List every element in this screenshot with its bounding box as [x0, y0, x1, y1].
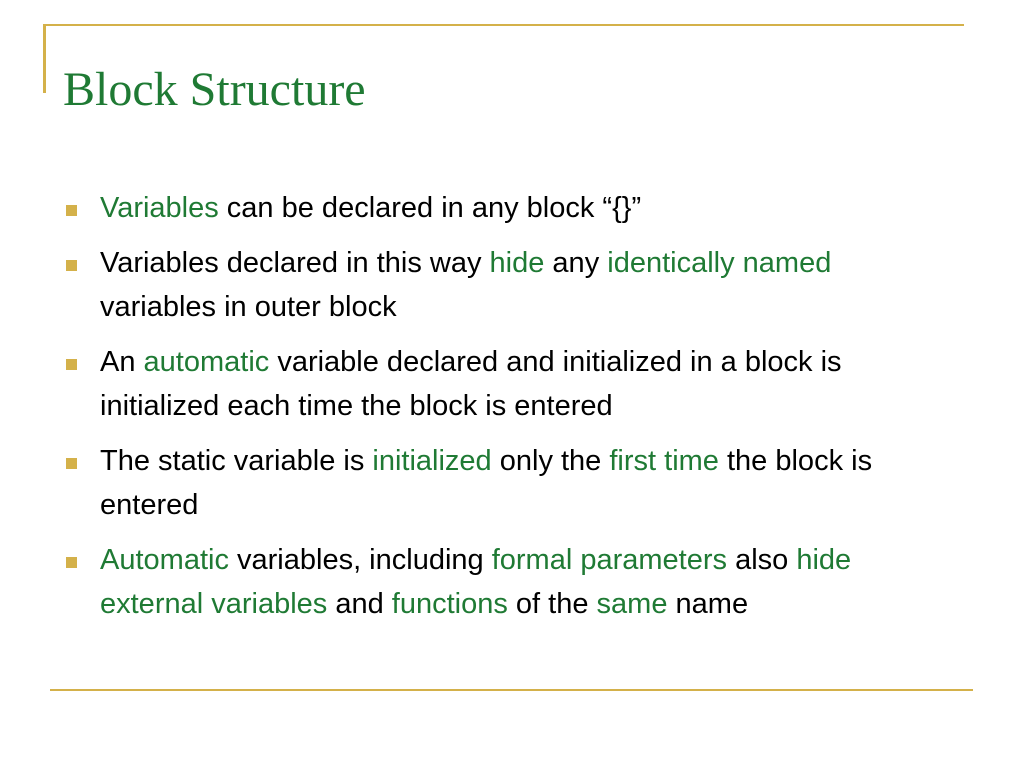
bullet-text-segment: any	[544, 247, 608, 279]
square-bullet-icon	[66, 458, 77, 469]
bullet-text-segment: only the	[491, 445, 610, 477]
bullet-item	[66, 241, 946, 329]
bullet-text-segment: Variables declared in this way	[100, 247, 490, 279]
bullet-item	[66, 340, 946, 428]
bottom-rule	[50, 689, 973, 691]
bullet-text-segment: Automatic	[100, 544, 229, 576]
bullet-text-segment: variables, including	[228, 544, 492, 576]
square-bullet-icon	[66, 260, 77, 271]
bullet-text-segment: name	[667, 588, 749, 620]
bullet-text-segment: first time	[609, 445, 719, 477]
left-accent-rule	[43, 25, 46, 93]
bullet-item	[66, 439, 946, 527]
bullet-text-segment: also	[727, 544, 797, 576]
bullet-text-segment: and	[327, 588, 392, 620]
bullet-text-segment: same	[596, 588, 668, 620]
square-bullet-icon	[66, 359, 77, 370]
bullet-text-segment: identically named	[607, 247, 832, 279]
bullet-list	[66, 186, 946, 637]
bullet-text-segment: formal parameters	[491, 544, 728, 576]
bullet-text-segment: Variables	[100, 192, 219, 224]
slide-title: Block Structure	[63, 63, 366, 116]
bullet-item	[66, 186, 946, 230]
bullet-text-segment: variable declared and initialized in a block is initialized each time the block is entered	[100, 346, 842, 422]
square-bullet-icon	[66, 557, 77, 568]
bullet-text-segment: variables in outer block	[100, 291, 397, 323]
bullet-item	[66, 538, 946, 626]
bullet-text-segment: the block is entered	[100, 445, 873, 521]
bullet-text-segment: functions	[391, 588, 508, 620]
bullet-text-segment: The static variable is	[100, 445, 373, 477]
bullet-text-segment: An	[100, 346, 144, 378]
square-bullet-icon	[66, 205, 77, 216]
bullet-text-segment: initialized	[372, 445, 492, 477]
bullet-text-segment: automatic	[143, 346, 270, 378]
bullet-text-segment: of the	[507, 588, 597, 620]
bullet-text-segment: hide external variables	[100, 544, 852, 620]
top-rule	[43, 24, 964, 26]
bullet-text-segment: can be declared in any block “{}”	[218, 192, 642, 224]
bullet-text-segment: hide	[489, 247, 545, 279]
